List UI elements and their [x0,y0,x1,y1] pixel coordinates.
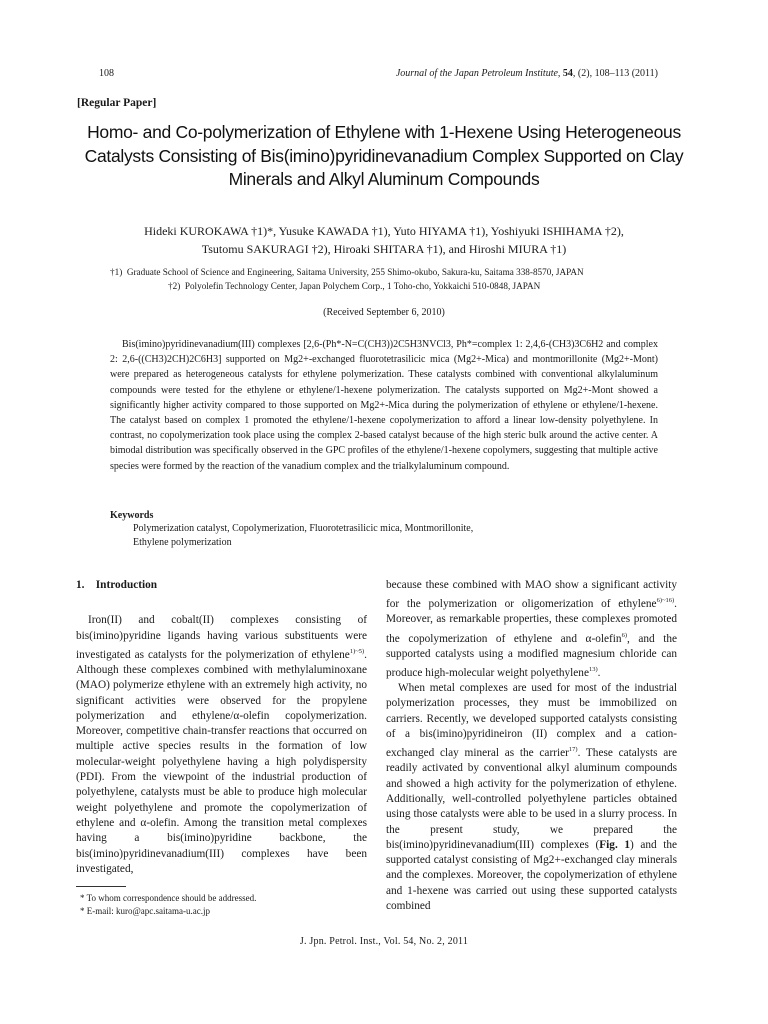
citation-ref: 1)~5) [349,647,365,655]
author-list [80,222,688,258]
abstract [110,337,658,474]
running-header [99,68,658,82]
running-footer: J. Jpn. Petrol. Inst., Vol. 54, No. 2, 2011 [299,936,469,947]
keywords-heading: Keywords [110,510,154,521]
footnote-email: * E-mail: kuro@apc.saitama-u.ac.jp [80,905,210,916]
figure-reference: Fig. 1 [599,838,630,851]
journal-citation: Journal of the Japan Petroleum Institute, 54, (2), 108–113 (2011) [395,68,658,79]
intro-paragraph-2 [386,681,677,914]
intro-paragraph-1 [76,613,367,877]
received-date: (Received September 6, 2010) [323,307,445,318]
authors-line-2: Tsutomu SAKURAGI †2), Hiroaki SHITARA †1), and Hiroshi MIURA †1) [201,242,567,256]
article-title: Homo- and Co-polymerization of Ethylene with 1-Hexene Using Heterogeneous Catalysts Consisting of Bis(imino)pyridinevanadium Complex Supported on Clay Minerals and Alkyl Aluminum Compounds [84,122,684,189]
keywords-line-1: Polymerization catalyst, Copolymerization, Fluorotetrasilicic mica, Montmorillonite, [133,523,474,534]
affiliation-mark: †1) [110,267,123,277]
abstract-text: Bis(imino)pyridinevanadium(III) complexes [2,6-(Ph*-N=C(CH3))2C5H3NVCl3, Ph*=complex 1: 2,4,6-(CH3)3C6H2 and complex 2: 2,6-((CH3)2CH)2C6H3] supported on Mg2+-exchanged fluorotetrasilicic mica (Mg2+-Mica) and montmorillonite (Mg2+-Mont) were prepared as heterogeneous catalysts for ethylene polymerization. These catalysts combined with conventional alkylaluminum compounds were tested for the ethylene or ethylene/1-hexene polymerization. The catalysts supported on Mg2+-Mont showed a significantly higher activity compared to those supported on Mg2+-Mica during the polymerization of ethylene or ethylene/1-hexene. The catalyst based on complex 1 promoted the ethylene/1-hexene copolymerization to afford a linear low-density polyethylene. In contrast, no copolymerization took place using the complex 2-based catalyst because of the high steric bulk around the active center. A bimodal distribution was specifically observed in the GPC profiles of the ethylene/1-hexene copolymers, suggesting that multiple active species were formed by the reaction of the vanadium complex and the trialkylaluminum compound. [110,339,658,472]
intro-paragraph-1-cont [386,578,677,681]
journal-name: Journal of the Japan Petroleum Institute [395,68,558,79]
body-text: , and the supported catalysts using a modified magnesium chloride can produce high-molecular weight polyethylene [386,632,677,679]
affiliation-text: Polyolefin Technology Center, Japan Polychem Corp., 1 Toho-cho, Yokkaichi 510-0848, JAPAN [184,281,541,291]
section-heading-introduction: 1. Introduction [76,579,158,591]
body-text: ) and the supported catalyst consisting of Mg2+-exchanged clay minerals and the complexes. Moreover, the copolymerization of ethylene and 1-hexene was carried out using these supported catalysts combined [386,838,677,912]
left-column [76,578,367,877]
footnote-correspondence: * To whom correspondence should be addressed. [80,893,257,903]
footnotes [80,892,256,917]
affiliation-2 [168,280,728,293]
body-text: . These catalysts are readily activated by conventional alkyl aluminum compounds and showed a high activity for the polymerization of ethylene. Additionally, well-controlled polyethylene particles obtained using those catalysts were able to be used in a slurry process. In the present study, we prepared the bis(imino)pyridinevanadium(III) complexes ( [386,747,677,851]
body-text: because these combined with MAO show a significant activity for the polymerization or oligomerization of ethylene [386,579,677,611]
citation-ref: 6) [621,631,627,639]
affiliation-mark: †2) [168,281,181,291]
body-text: Iron(II) and cobalt(II) complexes consisting of bis(imino)pyridine ligands having various substituents were investigated as catalysts for the polymerization of ethylene [76,614,367,661]
body-text: When metal complexes are used for most of the industrial polymerization processes, they must be immobilized on carriers. Recently, we developed supported catalysts consisting of a bis(imino)pyridineiron (II) complex and a cation-exchanged clay mineral as the carrier [386,682,677,760]
citation-ref: 17) [568,746,578,754]
page-number: 108 [99,68,114,79]
journal-volume: 54 [562,68,573,79]
authors-line-1: Hideki KUROKAWA †1)*, Yusuke KAWADA †1), Yuto HIYAMA †1), Yoshiyuki ISHIHAMA †2), [144,224,624,238]
keywords-line-2: Ethylene polymerization [133,537,232,548]
citation-ref: 13) [588,666,598,674]
paper-type: [Regular Paper] [77,97,157,109]
affiliation-1 [110,266,670,279]
body-text: . Moreover, as remarkable properties, these complexes promoted the copolymerization of ethylene and α-olefin [386,598,677,645]
footnote-divider [76,886,126,887]
body-text: . [597,666,601,679]
body-text: . Although these complexes combined with methylaluminoxane (MAO) polymerize ethylene with an extremely high activity, no significant activities were observed for the propylene polymerization and ethylene/α-olefin copolymerization. Moreover, competitive chain-transfer reactions that occurred on multiple active species results in the formation of low molecular-weight polyethylene having a high polydispersity (PDI). From the viewpoint of the industrial production of polyethylene, catalysts must be able to produce high molecular weight polyethylene and promote the copolymerization of ethylene and α-olefin. Among the transition metal complexes having a bis(imino)pyridine backbone, the bis(imino)pyridinevanadium(III) complexes have been investigated, [76,648,367,875]
affiliation-text: Graduate School of Science and Engineering, Saitama University, 255 Shimo-okubo, Sakura-ku, Saitama 338-8570, JAPAN [126,267,584,277]
citation-ref: 6)~16) [656,597,675,605]
keywords-list [133,522,653,550]
journal-issue-pages: , (2), 108–113 (2011) [572,68,658,79]
right-column [386,578,677,914]
